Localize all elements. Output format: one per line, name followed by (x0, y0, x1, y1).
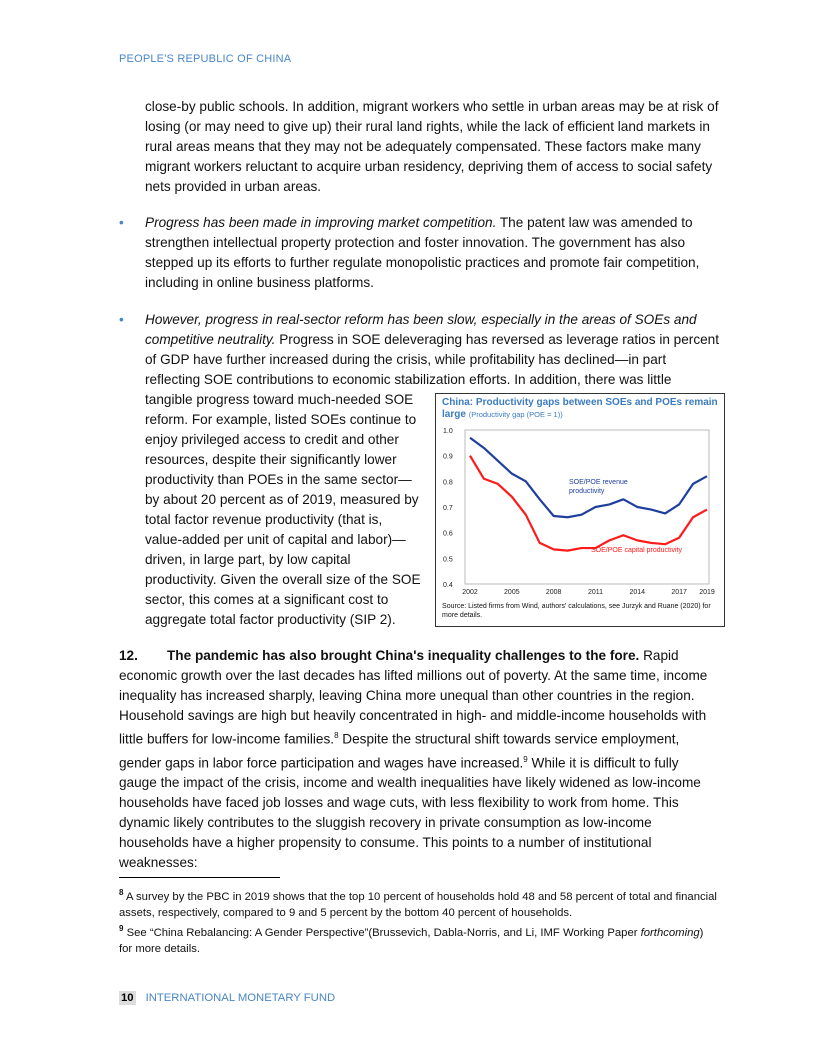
footnote-divider (119, 877, 280, 878)
chart-subtitle: (Productivity gap (POE = 1)) (468, 410, 563, 419)
x-tick-label: 2008 (545, 589, 562, 596)
section-12 (119, 646, 719, 873)
y-tick-label: 0.9 (443, 453, 453, 461)
page-number: 10 (121, 992, 134, 1004)
footer-org: INTERNATIONAL MONETARY FUND (145, 992, 336, 1004)
footnote-ref-9[interactable]: 9 (523, 754, 528, 764)
y-tick-label: 0.7 (443, 505, 453, 512)
page-footer (119, 992, 335, 1004)
series-label: SOE/POE capital productivity (591, 546, 683, 554)
bullet-side-text: tangible progress toward much-needed SOE reform. For example, listed SOEs continue to enjoy privileged access to credit and other resources, despite their significantly lower productivity than POEs in the same sector—by about 20 percent as of 2019, measured by total factor revenue productivity (that is, value-added per unit of capital and labor)—driven, in large part, by low capital productivity. Given the overall size of the SOE sector, this comes at a significant cost to aggregate total factor productivity (SIP 2). (145, 392, 421, 627)
bullet-icon: • (119, 312, 124, 327)
footnote-number: 9 (119, 924, 124, 933)
footnote-ref-8[interactable]: 8 (334, 731, 339, 740)
series-line-revenue (470, 438, 707, 518)
x-tick-label: 2011 (587, 589, 604, 596)
footnote-italic: forthcoming (640, 926, 700, 939)
section-text: Despite the structural shift towards service employment, gender gaps in labor force participation and wages have increased. (119, 731, 680, 771)
bullet-lead: Progress has been made in improving market competition. (145, 215, 497, 230)
bullet-icon: • (119, 215, 124, 230)
y-tick-label: 1.0 (443, 428, 453, 435)
bullet-text: The patent law was amended to strengthen intellectual property protection and foster innovation. The government has also stepped up its efforts to further regulate monopolistic practices and promote fair competition, including in online business platforms. (145, 215, 700, 290)
series-label: SOE/POE revenue (569, 478, 628, 486)
y-tick-label: 0.8 (443, 479, 453, 487)
footnote-text: ) for more details. (119, 926, 704, 955)
footnote-text: See “China Rebalancing: A Gender Perspective”(Brussevich, Dabla-Norris, and Li, IMF Working Paper (123, 926, 641, 939)
chart-source: Source: Listed firms from Wind, authors' calculations, see Jurzyk and Ruane (2020) for more details. (442, 603, 711, 619)
y-tick-label: 0.4 (443, 582, 453, 589)
section-text: Rapid economic growth over the last decades has lifted millions out of poverty. At the same time, income inequality has increased sharply, leaving China more unequal than other countries in the region. Household savings are high but heavily concentrated in high- and middle-income households with little buffers for low-income families. (119, 648, 708, 747)
x-tick-label: 2014 (629, 589, 646, 596)
footnote-9 (119, 921, 719, 957)
series-label: productivity (569, 487, 605, 495)
chart-plot (436, 394, 728, 628)
section-number: 12. (119, 648, 138, 663)
series-line-capital (470, 456, 707, 551)
section-heading: The pandemic has also brought China's inequality challenges to the fore. (167, 648, 640, 663)
productivity-chart (435, 393, 725, 627)
paragraph-continuation: close-by public schools. In addition, migrant workers who settle in urban areas may be at risk of losing (or may need to give up) their rural land rights, while the lack of efficient land markets in rural areas means that they may not be adequately compensated. These factors make many migrant workers reluctant to acquire urban residency, depriving them of access to social safety nets provided in urban areas. (145, 99, 719, 194)
x-tick-label: 2017 (671, 589, 687, 596)
bullet-real-sector-reform (119, 310, 725, 630)
x-tick-label: 2019 (699, 589, 715, 596)
plot-frame (465, 430, 709, 584)
section-text: While it is difficult to fully gauge the impact of the crisis, income and wealth inequalities have likely widened as low-income households have faced job losses and wage cuts, with less flexibility to work from home. This dynamic likely contributes to the sluggish recovery in private consumption as low-income households have a higher propensity to consume. This points to a number of institutional weaknesses: (119, 755, 701, 871)
footnote-text: A survey by the PBC in 2019 shows that the top 10 percent of households hold 48 and 58 percent of total and financial assets, respectively, compared to 9 and 5 percent by the bottom 40 percent of households. (119, 890, 717, 919)
footnote-8 (119, 885, 719, 921)
bullet-text: Progress in SOE deleveraging has reversed as leverage ratios in percent of GDP have further increased during the crisis, while profitability has declined—in part reflecting SOE contributions to economic stabilization efforts. In addition, there was little (145, 332, 720, 387)
running-header: PEOPLE'S REPUBLIC OF CHINA (119, 53, 292, 65)
x-tick-label: 2002 (462, 589, 478, 596)
bullet-lead: However, progress in real-sector reform has been slow, especially in the areas of SOEs and competitive neutrality. (145, 312, 697, 347)
y-tick-label: 0.5 (443, 556, 453, 564)
bullet-market-competition (119, 213, 725, 293)
footnote-number: 8 (119, 888, 124, 897)
x-tick-label: 2005 (504, 589, 520, 596)
chart-title-text: China: Productivity gaps between SOEs and POEs remain large (442, 397, 718, 420)
y-tick-label: 0.6 (443, 530, 453, 538)
